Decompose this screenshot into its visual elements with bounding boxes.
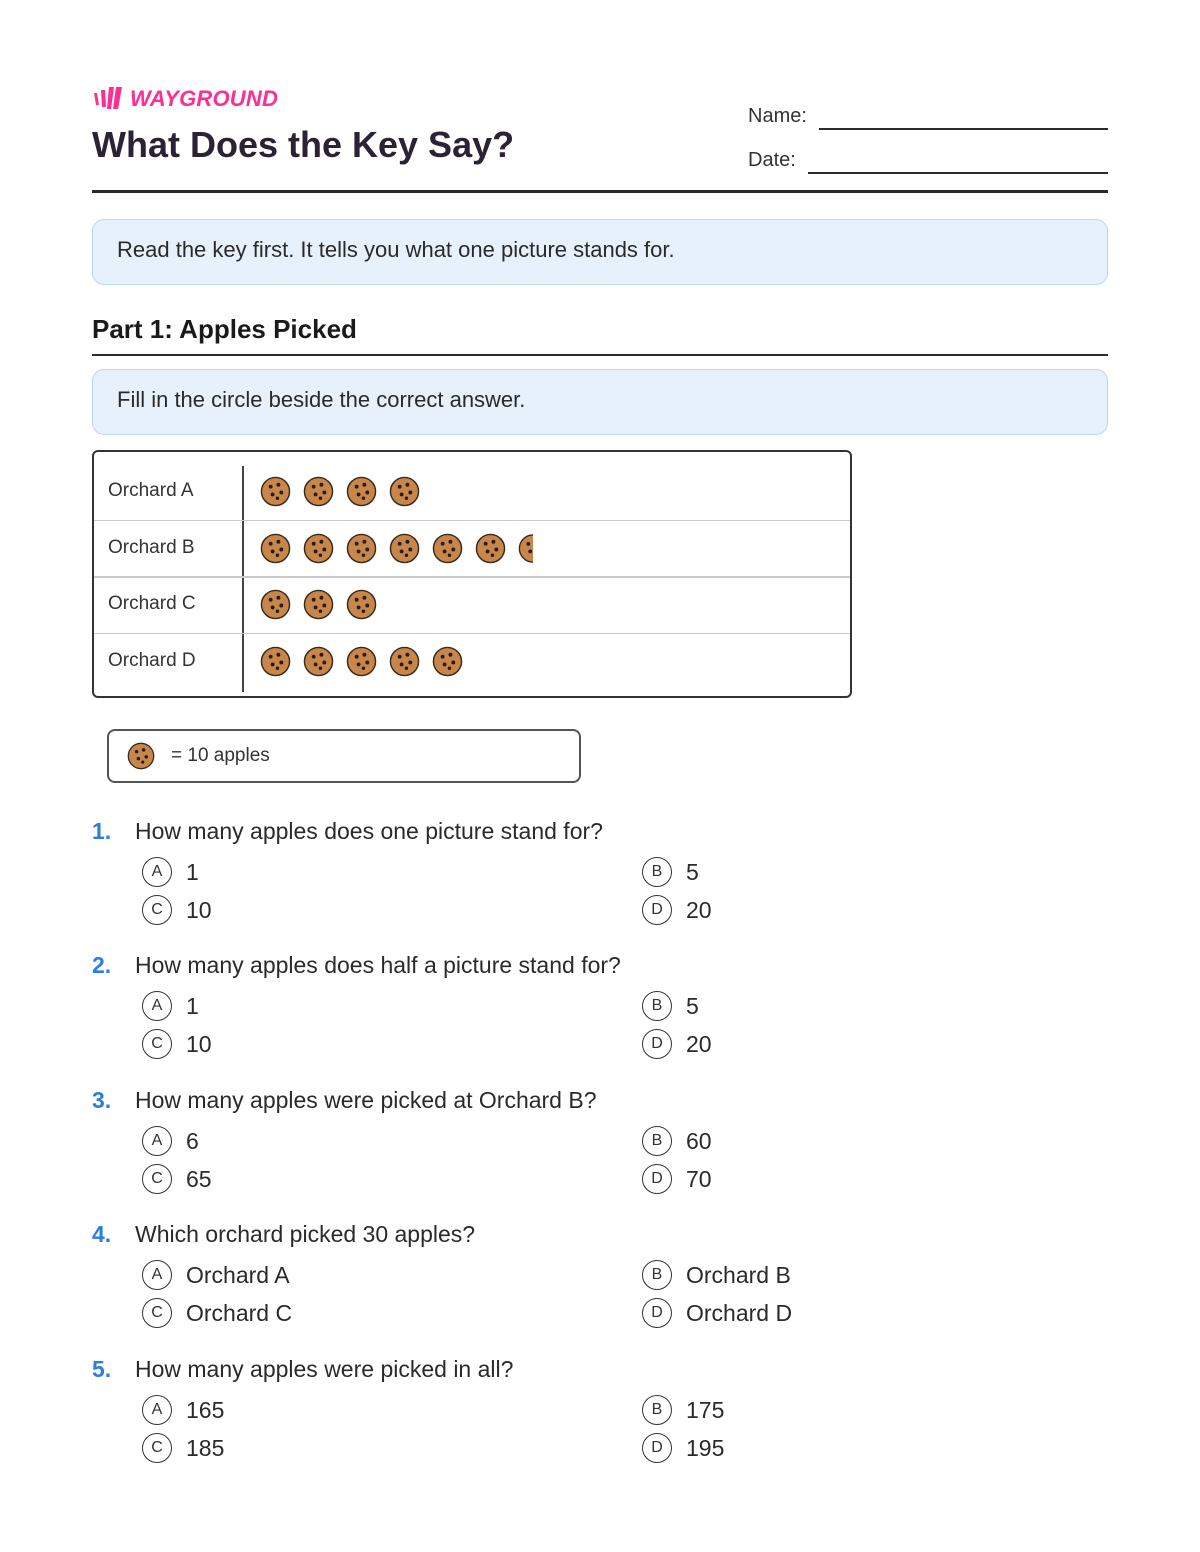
cookie-icon: [346, 476, 377, 507]
cookie-icon: [432, 646, 463, 677]
answer-text: 195: [686, 1434, 725, 1461]
question-number: 1.: [92, 818, 112, 844]
answer-bubble[interactable]: B: [642, 1395, 672, 1425]
header-divider: [92, 190, 1108, 193]
answer-text: 70: [686, 1165, 712, 1192]
answer-text: 10: [186, 896, 212, 923]
graph-row-separator: [94, 520, 850, 522]
cookie-icon: [303, 476, 334, 507]
answer-text: 60: [686, 1127, 712, 1154]
answer-text: Orchard D: [686, 1299, 793, 1326]
answer-option-d[interactable]: [642, 895, 712, 925]
question-number: 3.: [92, 1087, 112, 1113]
graph-row-label: Orchard A: [108, 480, 194, 501]
answer-text: 175: [686, 1396, 725, 1423]
graph-row-pictures: [260, 476, 420, 507]
answer-text: 185: [186, 1434, 225, 1461]
answer-text: 20: [686, 1030, 712, 1057]
answer-bubble[interactable]: A: [142, 1260, 172, 1290]
answer-option-a[interactable]: [142, 1260, 290, 1290]
answer-bubble[interactable]: A: [142, 991, 172, 1021]
answer-option-c[interactable]: [142, 1164, 212, 1194]
answer-bubble[interactable]: D: [642, 1164, 672, 1194]
cookie-icon: [389, 476, 420, 507]
answer-option-a[interactable]: [142, 857, 199, 887]
picture-graph: [92, 450, 852, 698]
graph-row-separator: [94, 633, 850, 635]
date-label: Date:: [748, 149, 796, 171]
name-label: Name:: [748, 105, 807, 127]
cookie-icon: [260, 589, 291, 620]
answer-option-a[interactable]: [142, 991, 199, 1021]
cookie-icon: [260, 533, 291, 564]
answer-text: 20: [686, 896, 712, 923]
answer-bubble[interactable]: C: [142, 1029, 172, 1059]
answer-text: 65: [186, 1165, 212, 1192]
cookie-icon: [389, 646, 420, 677]
cookie-icon: [475, 533, 506, 564]
cookie-icon: [260, 646, 291, 677]
answer-text: 165: [186, 1396, 225, 1423]
graph-row-label: Orchard D: [108, 649, 196, 671]
answer-bubble[interactable]: A: [142, 1395, 172, 1425]
answer-option-d[interactable]: [642, 1298, 792, 1328]
cookie-icon: [346, 533, 377, 564]
answer-option-c[interactable]: [142, 1433, 224, 1463]
answer-bubble[interactable]: B: [642, 1260, 672, 1290]
cookie-icon: [303, 646, 334, 677]
question-text: How many apples were picked at Orchard B?: [135, 1087, 597, 1113]
answer-text: 10: [186, 1030, 212, 1057]
answer-bubble[interactable]: C: [142, 1433, 172, 1463]
question-text: How many apples does one picture stand for?: [135, 818, 603, 844]
graph-key: [107, 729, 581, 783]
answer-option-c[interactable]: [142, 1029, 212, 1059]
graph-row-separator: [94, 576, 850, 578]
question-text: How many apples does half a picture stand for?: [135, 952, 621, 978]
answer-text: 5: [686, 858, 699, 885]
answer-bubble[interactable]: C: [142, 1164, 172, 1194]
brand-name: WAYGROUND: [130, 86, 279, 111]
instruction-callout: Fill in the circle beside the correct answer.: [92, 369, 1108, 435]
cookie-icon: [127, 742, 155, 770]
key-value: = 10 apples: [171, 745, 270, 766]
date-field: [748, 130, 1108, 174]
answer-option-b[interactable]: [642, 857, 699, 887]
date-input-line[interactable]: [808, 146, 1108, 174]
cookie-icon: [432, 533, 463, 564]
intro-callout: Read the key first. It tells you what one picture stands for.: [92, 219, 1108, 285]
part-1-heading: Part 1: Apples Picked: [92, 314, 357, 344]
answer-option-a[interactable]: [142, 1126, 199, 1156]
answer-text: Orchard A: [186, 1261, 290, 1288]
answer-bubble[interactable]: D: [642, 1433, 672, 1463]
answer-option-d[interactable]: [642, 1164, 712, 1194]
question-number: 5.: [92, 1356, 112, 1382]
answer-option-b[interactable]: [642, 1395, 724, 1425]
answer-option-a[interactable]: [142, 1395, 224, 1425]
cookie-icon: [346, 589, 377, 620]
cookie-icon: [303, 533, 334, 564]
answer-bubble[interactable]: D: [642, 895, 672, 925]
answer-bubble[interactable]: C: [142, 1298, 172, 1328]
question-number: 2.: [92, 952, 112, 978]
answer-bubble[interactable]: A: [142, 1126, 172, 1156]
answer-option-b[interactable]: [642, 1260, 791, 1290]
answer-text: 1: [186, 992, 199, 1019]
answer-option-c[interactable]: [142, 895, 212, 925]
answer-option-c[interactable]: [142, 1298, 292, 1328]
graph-row-label: Orchard C: [108, 593, 196, 614]
answer-text: 5: [686, 992, 699, 1019]
answer-bubble[interactable]: B: [642, 991, 672, 1021]
graph-row-pictures: [260, 533, 533, 564]
name-input-line[interactable]: [819, 102, 1108, 130]
cookie-icon: [303, 589, 334, 620]
cookie-icon: [389, 533, 420, 564]
brand-logo: [92, 86, 278, 112]
part-1-divider: [92, 354, 1108, 356]
half-cookie-icon: [518, 533, 533, 564]
graph-column-divider: [242, 466, 244, 692]
question-text: Which orchard picked 30 apples?: [135, 1221, 476, 1247]
answer-option-b[interactable]: [642, 991, 699, 1021]
answer-text: 6: [186, 1127, 199, 1154]
cookie-icon: [260, 476, 291, 507]
graph-row-pictures: [260, 589, 377, 620]
answer-text: Orchard B: [686, 1261, 791, 1288]
answer-text: Orchard C: [186, 1299, 293, 1326]
question-number: 4.: [92, 1221, 112, 1247]
graph-row-label: Orchard B: [108, 536, 195, 558]
answer-text: 1: [186, 858, 199, 885]
answer-bubble[interactable]: B: [642, 857, 672, 887]
answer-option-d[interactable]: [642, 1433, 724, 1463]
question-text: How many apples were picked in all?: [135, 1356, 514, 1382]
name-field: [748, 86, 1108, 130]
answer-bubble[interactable]: B: [642, 1126, 672, 1156]
student-fields: [748, 86, 1108, 174]
answer-option-d[interactable]: [642, 1029, 712, 1059]
cookie-icon: [346, 646, 377, 677]
answer-bubble[interactable]: D: [642, 1298, 672, 1328]
graph-row-pictures: [260, 646, 463, 677]
wayground-logo-icon: [92, 87, 124, 111]
answer-bubble[interactable]: D: [642, 1029, 672, 1059]
answer-bubble[interactable]: C: [142, 895, 172, 925]
worksheet-title: What Does the Key Say?: [92, 124, 515, 165]
answer-option-b[interactable]: [642, 1126, 712, 1156]
answer-bubble[interactable]: A: [142, 857, 172, 887]
